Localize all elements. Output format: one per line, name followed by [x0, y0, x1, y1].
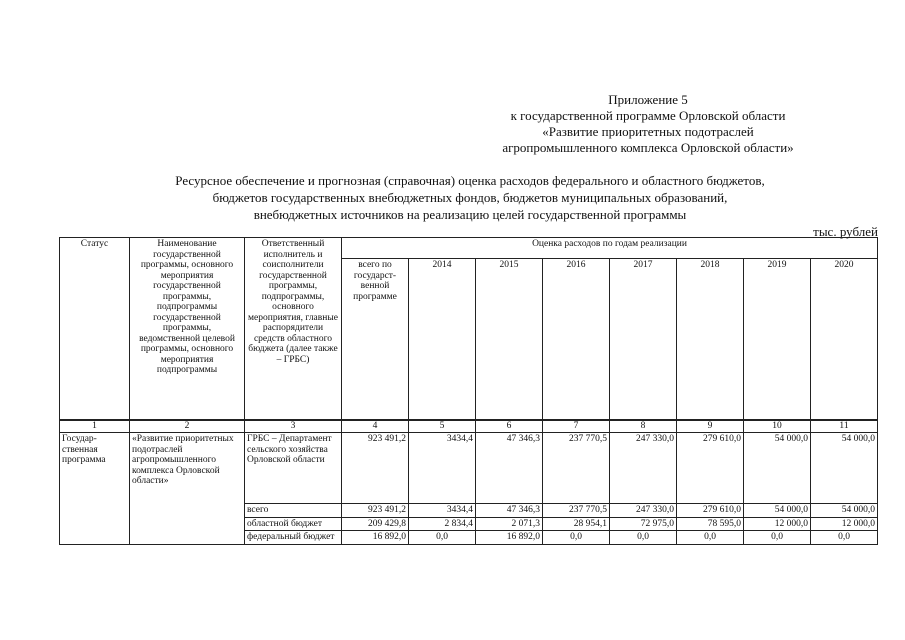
- title-line: внебюджетных источников на реализацию целей государственной программы: [253, 207, 687, 222]
- document-title: [100, 172, 840, 223]
- value-cell: 0,0: [610, 531, 677, 545]
- row-label: ГРБС – Департамент сельского хозяйства Орловской области: [245, 433, 342, 504]
- column-number: 6: [476, 420, 543, 433]
- value-cell: 78 595,0: [677, 517, 744, 531]
- column-number: 9: [677, 420, 744, 433]
- value-cell: 54 000,0: [744, 504, 811, 518]
- header-year: 2019: [744, 259, 811, 421]
- value-cell: 2 834,4: [409, 517, 476, 531]
- value-cell: 247 330,0: [610, 504, 677, 518]
- program-name-cell: «Развитие приоритетных подотраслей агропромышленного комплекса Орловской области»: [130, 433, 245, 545]
- row-label: всего: [245, 504, 342, 518]
- value-cell: 0,0: [744, 531, 811, 545]
- value-cell: 54 000,0: [811, 504, 878, 518]
- table-row: [60, 433, 878, 504]
- appendix-line: агропромышленного комплекса Орловской области»: [502, 140, 794, 155]
- value-cell: 279 610,0: [677, 433, 744, 504]
- value-cell: 3434,4: [409, 433, 476, 504]
- status-cell: Государ-ственная программа: [60, 433, 130, 545]
- header-total: всего по государст-венной программе: [342, 259, 409, 421]
- value-cell: 54 000,0: [811, 433, 878, 504]
- header-row-1: [60, 238, 878, 259]
- value-cell: 72 975,0: [610, 517, 677, 531]
- value-cell: 237 770,5: [543, 433, 610, 504]
- value-cell: 16 892,0: [342, 531, 409, 545]
- resource-table: [59, 237, 878, 545]
- value-cell: 237 770,5: [543, 504, 610, 518]
- header-year: 2017: [610, 259, 677, 421]
- value-cell: 0,0: [543, 531, 610, 545]
- column-number: 2: [130, 420, 245, 433]
- value-cell: 0,0: [811, 531, 878, 545]
- value-cell: 923 491,2: [342, 504, 409, 518]
- column-number: 11: [811, 420, 878, 433]
- title-line: бюджетов государственных внебюджетных фондов, бюджетов муниципальных образований,: [212, 190, 728, 205]
- appendix-line: «Развитие приоритетных подотраслей: [542, 124, 754, 139]
- value-cell: 54 000,0: [744, 433, 811, 504]
- row-label: областной бюджет: [245, 517, 342, 531]
- header-year: 2020: [811, 259, 878, 421]
- units-label: тыс. рублей: [813, 224, 878, 239]
- column-number: 4: [342, 420, 409, 433]
- header-status: Статус: [60, 238, 130, 421]
- column-number: 7: [543, 420, 610, 433]
- value-cell: 28 954,1: [543, 517, 610, 531]
- column-number-row: [60, 420, 878, 433]
- column-number: 10: [744, 420, 811, 433]
- header-estimate: Оценка расходов по годам реализации: [342, 238, 878, 259]
- header-year: 2015: [476, 259, 543, 421]
- header-year: 2014: [409, 259, 476, 421]
- value-cell: 47 346,3: [476, 504, 543, 518]
- value-cell: 47 346,3: [476, 433, 543, 504]
- appendix-line: Приложение 5: [608, 92, 688, 107]
- title-line: Ресурсное обеспечение и прогнозная (справочная) оценка расходов федерального и областного бюджетов,: [175, 173, 765, 188]
- appendix-header: [448, 92, 848, 156]
- row-label: федеральный бюджет: [245, 531, 342, 545]
- value-cell: 12 000,0: [811, 517, 878, 531]
- value-cell: 209 429,8: [342, 517, 409, 531]
- value-cell: 923 491,2: [342, 433, 409, 504]
- value-cell: 0,0: [677, 531, 744, 545]
- column-number: 1: [60, 420, 130, 433]
- value-cell: 247 330,0: [610, 433, 677, 504]
- value-cell: 279 610,0: [677, 504, 744, 518]
- value-cell: 12 000,0: [744, 517, 811, 531]
- value-cell: 3434,4: [409, 504, 476, 518]
- value-cell: 16 892,0: [476, 531, 543, 545]
- value-cell: 0,0: [409, 531, 476, 545]
- header-executor: Ответственный исполнитель и соисполнители государственной программы, подпрограммы, основного мероприятия, главные распорядители средств областного бюджета (далее также – ГРБС): [245, 238, 342, 421]
- appendix-line: к государственной программе Орловской области: [510, 108, 786, 123]
- value-cell: 2 071,3: [476, 517, 543, 531]
- column-number: 5: [409, 420, 476, 433]
- column-number: 8: [610, 420, 677, 433]
- header-year: 2016: [543, 259, 610, 421]
- header-name: Наименование государственной программы, основного мероприятия государственной программы, подпрограммы государственной программы, ведомственной целевой программы, основного мероприятия подпрограммы: [130, 238, 245, 421]
- header-year: 2018: [677, 259, 744, 421]
- column-number: 3: [245, 420, 342, 433]
